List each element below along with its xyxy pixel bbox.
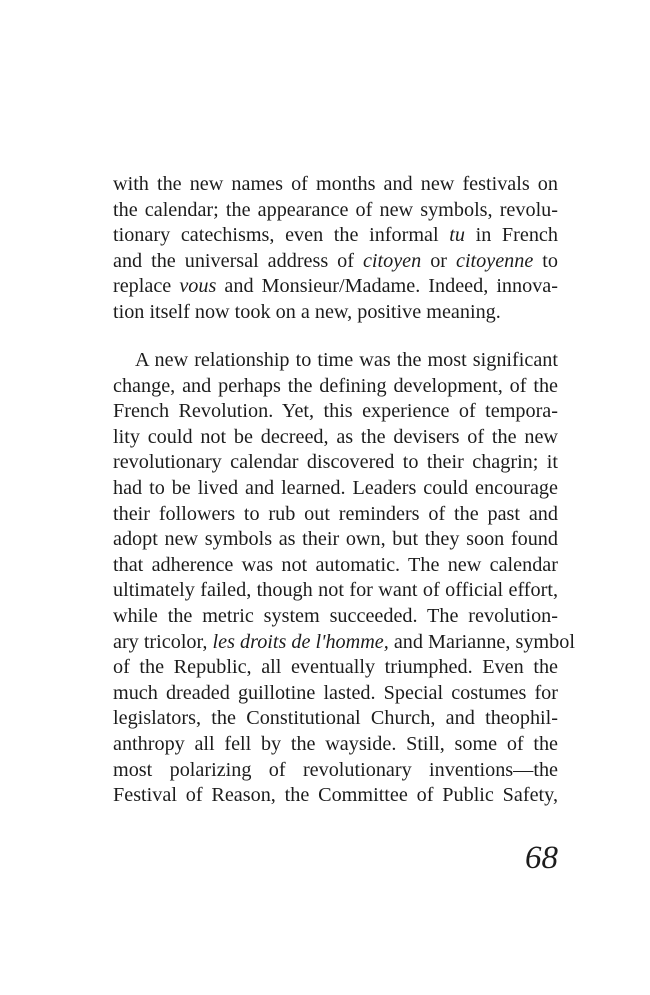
italic-term-citoyen: citoyen: [362, 249, 422, 272]
italic-term-droits-de-lhomme: les droits de l'homme,: [212, 630, 389, 653]
text-run: to: [533, 249, 558, 272]
text-line: tion itself now took on a new, positive meaning.: [113, 300, 501, 323]
text-line: with the new names of months and new festivals on: [113, 173, 558, 195]
paragraph-2: [113, 348, 575, 809]
text-line: A new relationship to time was the most significant: [135, 349, 558, 371]
text-line: ultimately failed, though not for want of official effort,: [113, 579, 558, 602]
text-run: ary tricolor,: [113, 630, 213, 653]
text-run: and Monsieur/Madame. Indeed, innova-: [216, 275, 558, 298]
text-run: and Marianne, symbol: [388, 630, 575, 653]
text-line: much dreaded guillotine lasted. Special costumes for: [113, 681, 558, 704]
text-line: that adherence was not automatic. The new calendar: [113, 553, 558, 576]
text-line: [113, 223, 558, 249]
text-line: adopt new symbols as their own, but they soon found: [113, 528, 558, 551]
text-run: in French: [464, 224, 558, 247]
text-line: [113, 630, 575, 656]
text-run: or: [421, 249, 456, 272]
text-line: while the metric system succeeded. The revolution-: [113, 604, 558, 627]
text-line: of the Republic, all eventually triumphed. Even the: [113, 656, 558, 679]
text-line: had to be lived and learned. Leaders could encourage: [113, 476, 558, 499]
text-line: lity could not be decreed, as the devisers of the new: [113, 425, 558, 448]
text-line: anthropy all fell by the wayside. Still, some of the: [113, 732, 558, 755]
italic-term-citoyenne: citoyenne: [455, 249, 534, 272]
text-line: French Revolution. Yet, this experience of tempora-: [113, 400, 558, 423]
text-line: their followers to rub out reminders of the past and: [113, 502, 558, 525]
text-run: tionary catechisms, even the informal: [113, 224, 450, 247]
text-line: legislators, the Constitutional Church, and theophil-: [113, 707, 558, 730]
text-line: revolutionary calendar discovered to their chagrin; it: [113, 451, 558, 474]
paragraph-1: [113, 172, 558, 326]
text-run: replace: [113, 275, 180, 298]
text-line: Festival of Reason, the Committee of Public Safety,: [113, 784, 558, 807]
text-line: [113, 249, 558, 275]
italic-term-tu: tu: [449, 224, 465, 247]
text-run: and the universal address of: [113, 249, 363, 272]
page-number: 68: [525, 840, 558, 876]
text-line: [113, 274, 558, 300]
italic-term-vous: vous: [179, 275, 217, 298]
text-line: change, and perhaps the defining development, of the: [113, 374, 558, 397]
text-line: most polarizing of revolutionary inventions—the: [113, 758, 558, 781]
text-line: the calendar; the appearance of new symbols, revolu-: [113, 198, 558, 221]
